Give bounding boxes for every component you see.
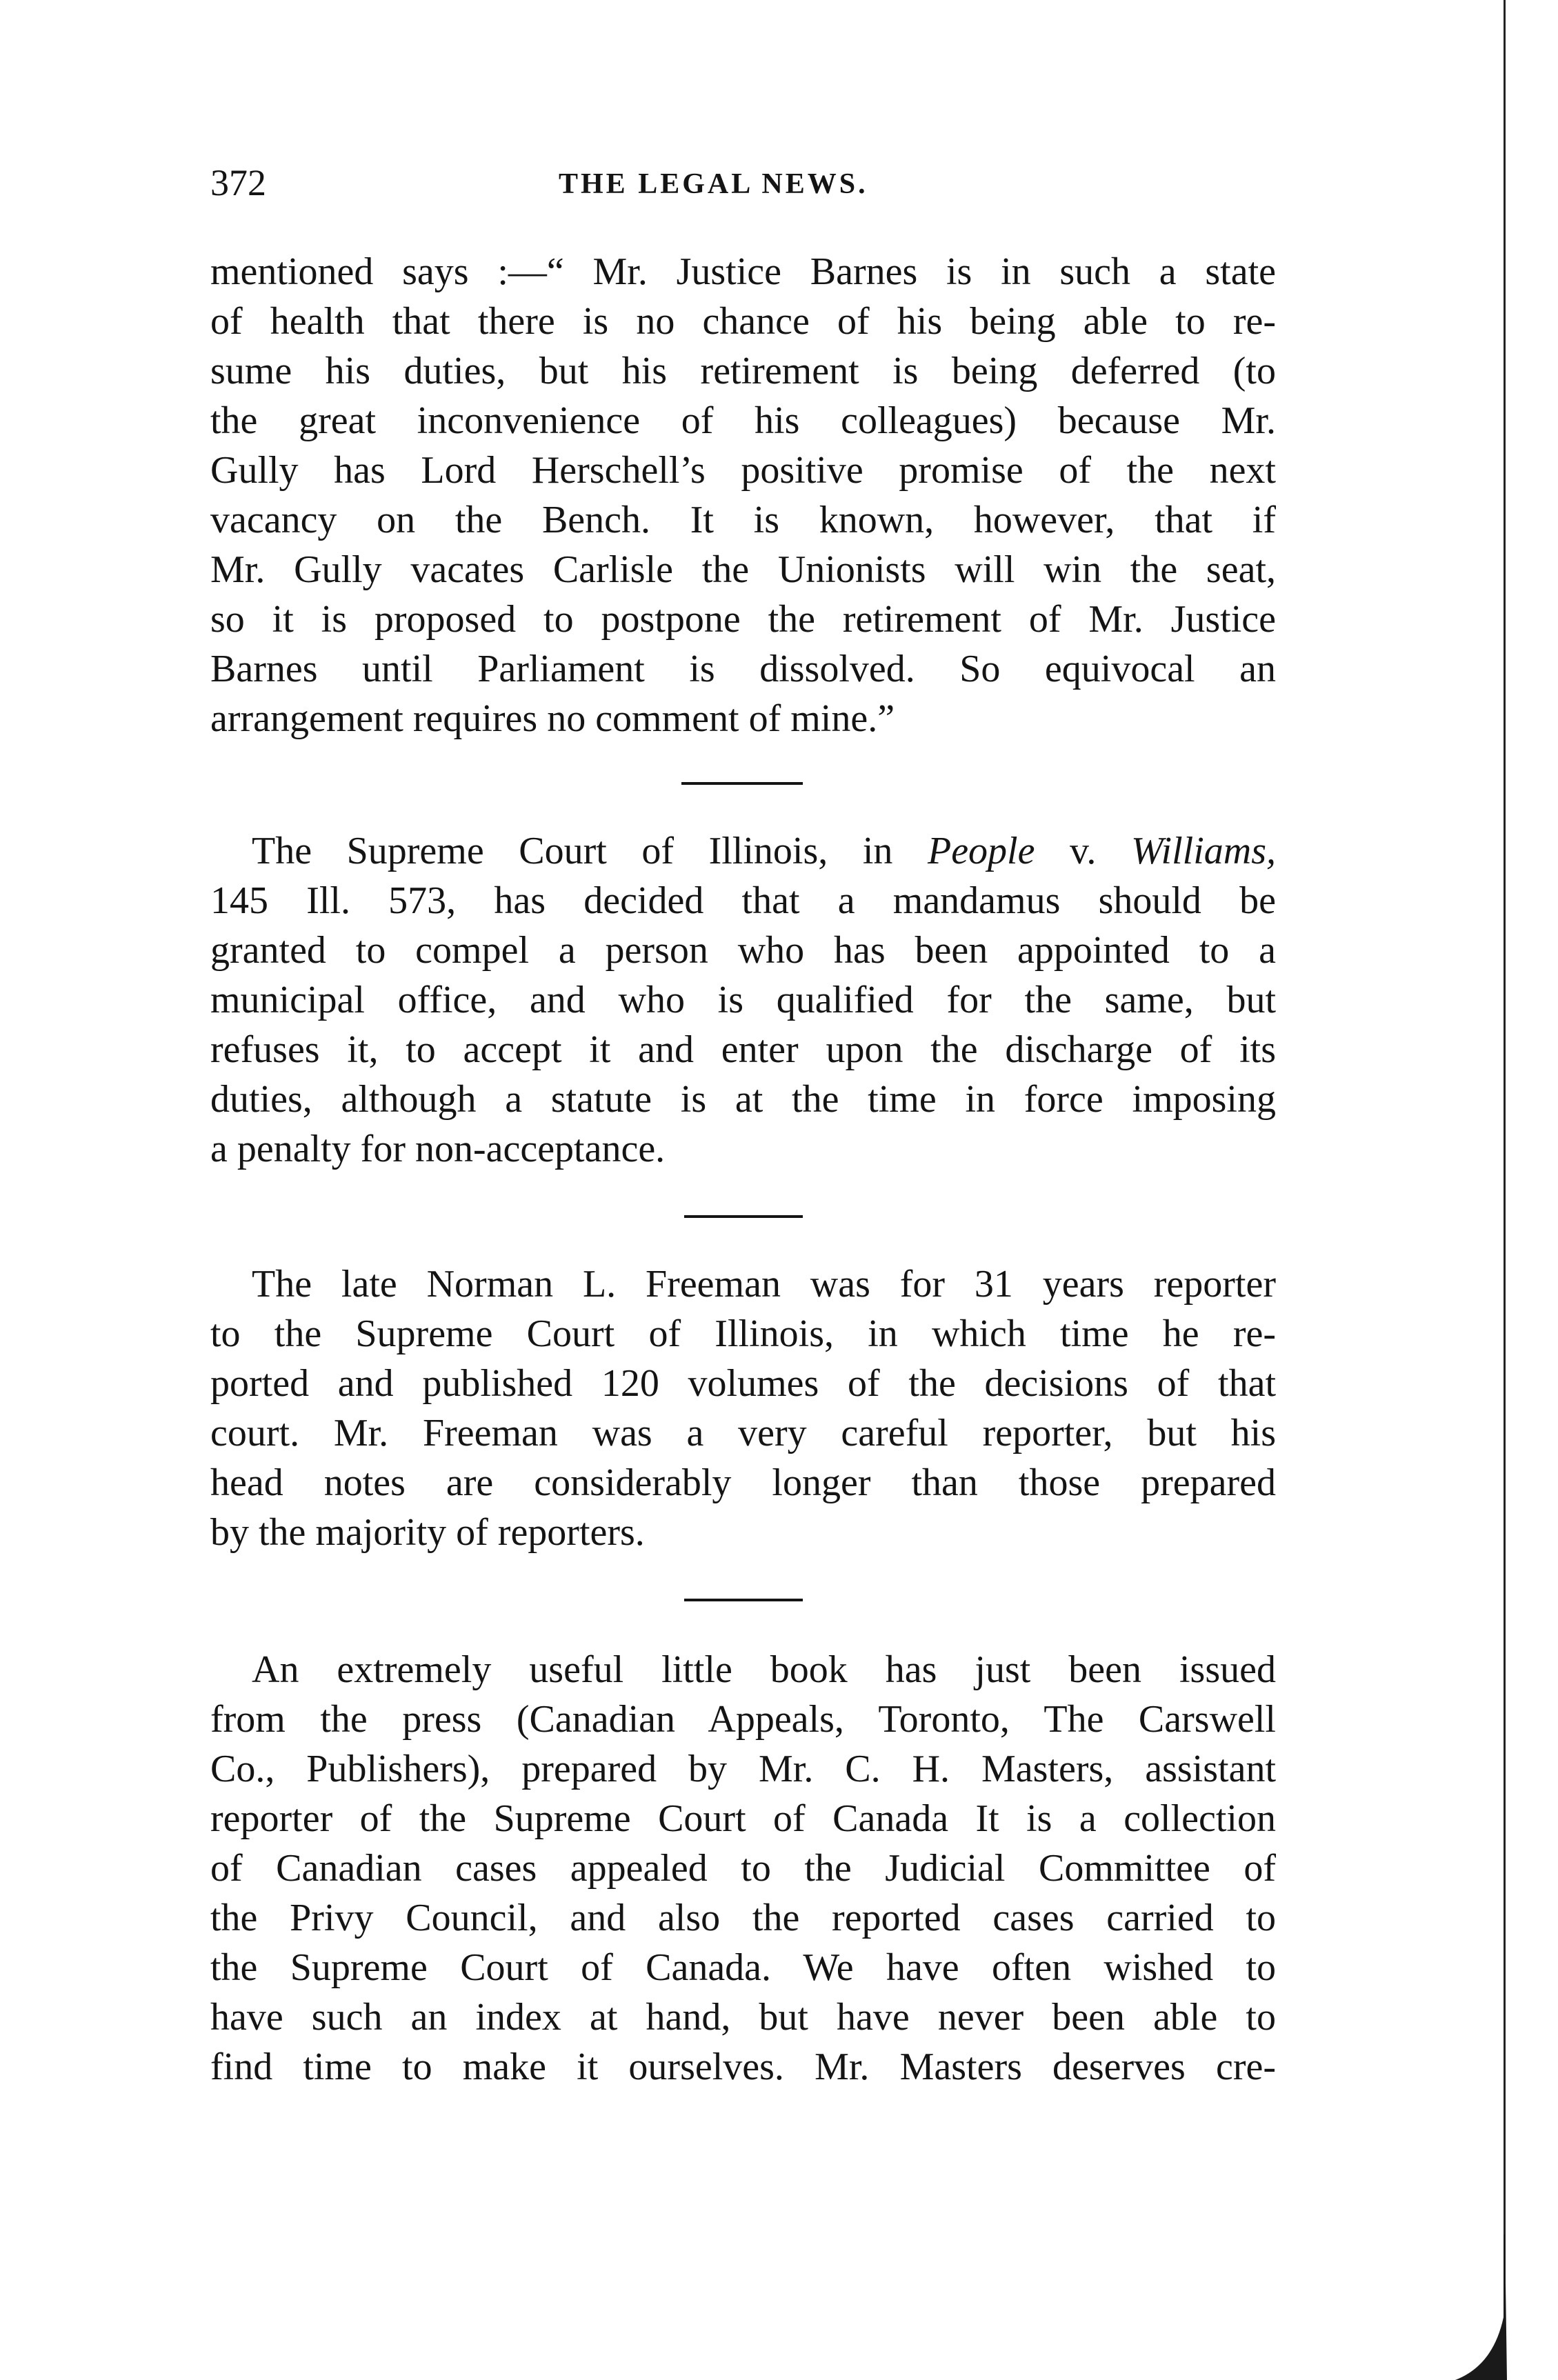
page-edge-line [1504, 0, 1506, 2380]
text-line: Gully has Lord Herschell’s positive promise of the next [210, 449, 1276, 492]
text-line: duties, although a statute is at the time in force imposing [210, 1078, 1276, 1121]
binding-shadow [1455, 2234, 1507, 2380]
text-line: 145 Ill. 573, has decided that a mandamus should be [210, 879, 1276, 922]
text-line: Barnes until Parliament is dissolved. So equivocal an [210, 648, 1276, 690]
text-line: head notes are considerably longer than those prepared [210, 1461, 1276, 1504]
paragraph-barnes-retirement [210, 247, 1276, 743]
text-line: ported and published 120 volumes of the decisions of that [210, 1362, 1276, 1405]
text-line: court. Mr. Freeman was a very careful reporter, but his [210, 1412, 1276, 1454]
text-line: reporter of the Supreme Court of Canada It is a collection [210, 1797, 1276, 1840]
text-line: An extremely useful little book has just been issued [252, 1648, 1276, 1691]
text-line: to the Supreme Court of Illinois, in which time he re- [210, 1312, 1276, 1355]
text-line: arrangement requires no comment of mine.” [210, 697, 895, 740]
text-line: of Canadian cases appealed to the Judicial Committee of [210, 1847, 1276, 1890]
text-line: so it is proposed to postpone the retirement of Mr. Justice [210, 598, 1276, 641]
running-title: THE LEGAL NEWS. [559, 168, 868, 200]
text-line: find time to make it ourselves. Mr. Masters deserves cre- [210, 2046, 1276, 2088]
text-line-with-case-name [210, 826, 1276, 876]
text-fragment: v. [1070, 830, 1097, 872]
text-line: the Supreme Court of Canada. We have often wished to [210, 1946, 1276, 1989]
case-party-name: Williams, [1131, 830, 1277, 872]
section-divider [684, 1215, 803, 1218]
text-line: refuses it, to accept it and enter upon the discharge of its [210, 1028, 1276, 1071]
text-line: sume his duties, but his retirement is being deferred (to [210, 350, 1276, 392]
text-line: Mr. Gully vacates Carlisle the Unionists will win the seat, [210, 548, 1276, 591]
paragraph-canadian-appeals [210, 1645, 1276, 2092]
case-party-name: People [927, 830, 1035, 872]
text-line: mentioned says :—“ Mr. Justice Barnes is in such a state [210, 250, 1276, 293]
paragraph-illinois-mandamus [210, 826, 1276, 1174]
section-divider [681, 782, 803, 785]
paragraph-freeman-reporter [210, 1259, 1276, 1557]
text-line: Co., Publishers), prepared by Mr. C. H. Masters, assistant [210, 1748, 1276, 1790]
text-line: the great inconvenience of his colleagues) because Mr. [210, 399, 1276, 442]
text-line: vacancy on the Bench. It is known, however, that if [210, 499, 1276, 541]
text-line: have such an index at hand, but have never been able to [210, 1996, 1276, 2039]
text-line: granted to compel a person who has been appointed to a [210, 929, 1276, 972]
text-line: municipal office, and who is qualified for the same, but [210, 979, 1276, 1021]
text-line: a penalty for non-acceptance. [210, 1128, 666, 1170]
text-line: of health that there is no chance of his being able to re- [210, 300, 1276, 343]
section-divider [684, 1599, 803, 1601]
text-line: by the majority of reporters. [210, 1511, 645, 1554]
text-line: the Privy Council, and also the reported cases carried to [210, 1897, 1276, 1939]
text-fragment: The Supreme Court of Illinois, in [252, 830, 893, 872]
page-number: 372 [210, 162, 266, 203]
text-line: from the press (Canadian Appeals, Toronto, The Carswell [210, 1698, 1276, 1741]
text-line: The late Norman L. Freeman was for 31 years reporter [252, 1263, 1276, 1306]
